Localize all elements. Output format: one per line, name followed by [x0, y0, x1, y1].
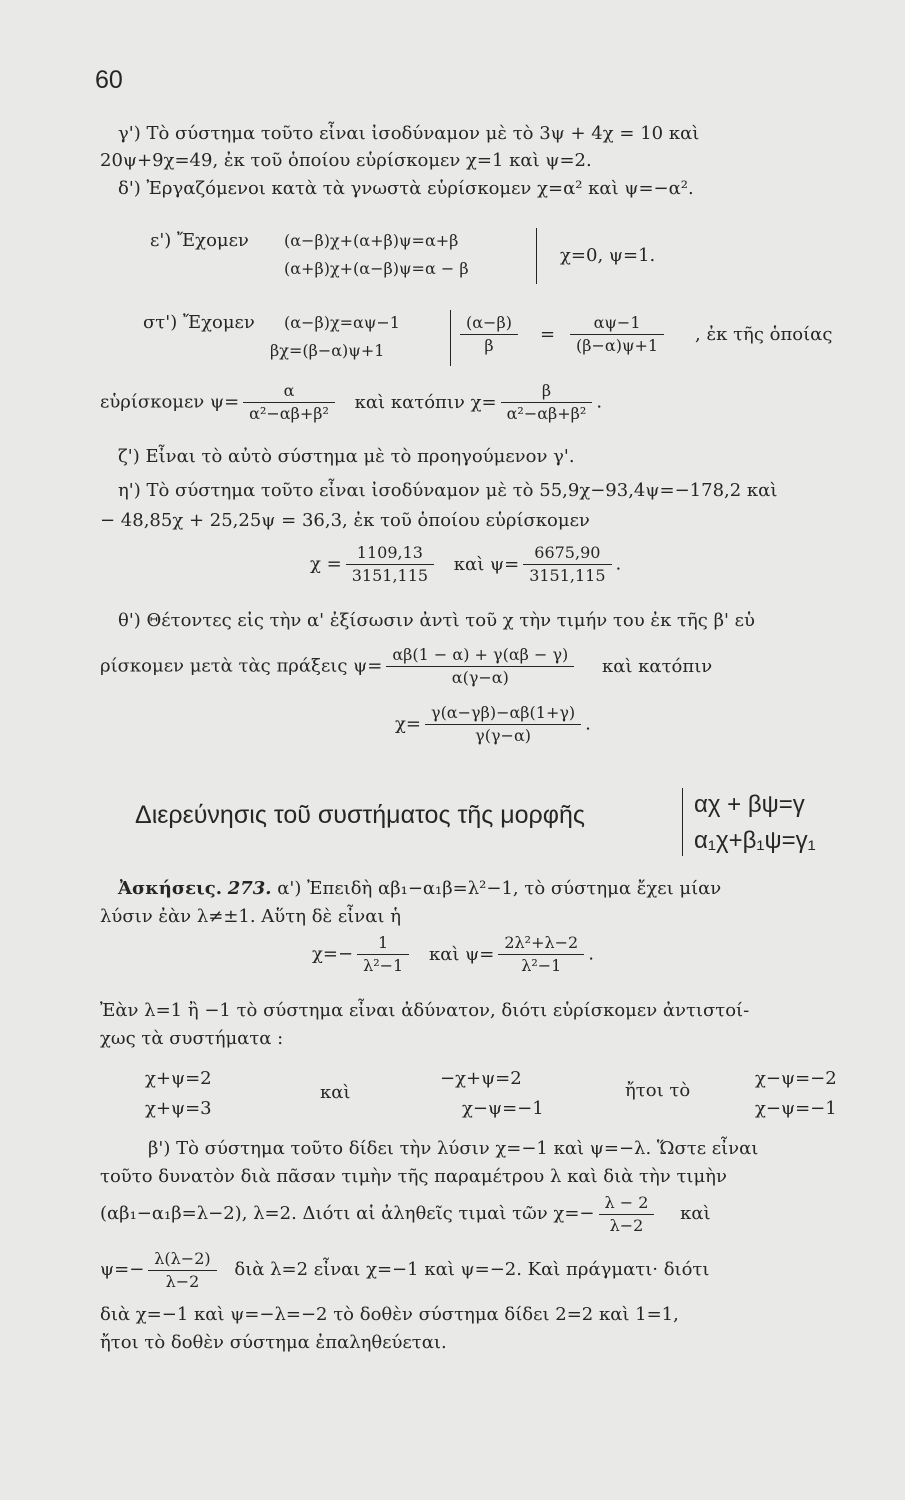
th2-frac-den: α(γ−α)	[451, 668, 509, 687]
eu-mid: καὶ κατόπιν χ=	[354, 391, 497, 413]
a1-rest: α') Ἐπειδὴ αβ₁−α₁β=λ²−1, τὸ σύστημα ἔχει μίαν	[277, 878, 722, 899]
bb4-tail: διὰ λ=2 εἶναι χ=−1 καὶ ψ=−2. Καὶ πράγματι· διότι	[234, 1259, 710, 1280]
text-line-z1: ζ') Εἶναι τὸ αὐτὸ σύστημα μὲ τὸ προηγούμενον γ'.	[118, 446, 575, 467]
text-line-h2: − 48,85χ + 25,25ψ = 36,3, ἐκ τοῦ ὁποίου εὑρίσκομεν	[100, 510, 590, 531]
text-line-st-tail: , ἐκ τῆς ὁποίας	[695, 324, 833, 345]
section-heading: Διερεύνησις τοῦ συστήματος τῆς μορφῆς	[135, 801, 585, 829]
system-connector-kai: καὶ	[320, 1082, 351, 1103]
a3-frac2-num: 2λ²+λ−2	[498, 932, 584, 955]
text-line-bb3	[100, 1190, 711, 1238]
heading-system-eq1: αχ + βψ=γ	[694, 791, 805, 818]
exercises-label: Ἀσκήσεις.	[118, 878, 222, 899]
fraction-st1	[460, 312, 518, 357]
system2-eq1: −χ+ψ=2	[440, 1068, 522, 1089]
system-brace-e	[528, 228, 537, 284]
h-mid: καὶ ψ=	[453, 553, 520, 575]
a3-frac1-num: 1	[357, 932, 409, 955]
eu-frac2-num: β	[501, 380, 593, 403]
th2-tail: καὶ κατόπιν	[602, 655, 713, 677]
heading-system-eq2: α₁χ+β₁ψ=γ₁	[694, 827, 816, 854]
bb3-tail: καὶ	[680, 1203, 711, 1224]
fraction-st1-num: (α−β)	[460, 312, 518, 335]
bb4-frac-num: λ(λ−2)	[148, 1248, 216, 1271]
result-e: χ=0, ψ=1.	[560, 245, 656, 266]
eu-end: .	[596, 391, 603, 413]
text-line-eu	[100, 380, 602, 425]
page-number: 60	[95, 66, 123, 94]
fraction-st2-den: (β−α)ψ+1	[576, 336, 659, 355]
text-line-th1: θ') Θέτοντες εἰς τὴν α' ἐξίσωσιν ἀντὶ τοῦ χ τὴν τιμήν του ἐκ τῆς β' εὑ	[118, 610, 755, 631]
a3-prefix: χ=−	[312, 943, 354, 965]
text-line-bb4	[100, 1246, 709, 1294]
h-frac1-den: 3151,115	[351, 566, 429, 585]
text-line-g1: γ') Τὸ σύστημα τοῦτο εἶναι ἰσοδύναμον μὲ τὸ 3ψ + 4χ = 10 καὶ	[118, 123, 700, 144]
system-connector-htoi: ἤτοι τὸ	[625, 1080, 691, 1101]
a3-mid: καὶ ψ=	[428, 943, 495, 965]
bb4-frac-den: λ−2	[165, 1271, 200, 1291]
th3-prefix: χ=	[395, 713, 421, 735]
heading-system-brace	[682, 788, 691, 856]
h-x: χ =	[310, 553, 342, 575]
system1-eq2: χ+ψ=3	[145, 1098, 212, 1119]
eu-frac1-den: α²−αβ+β²	[249, 404, 329, 423]
th3-frac-den: γ(γ−α)	[475, 726, 531, 745]
text-line-a3	[312, 932, 594, 977]
text-line-a1	[118, 878, 721, 900]
eu-frac1-num: α	[243, 380, 335, 403]
text-line-d1: δ') Ἐργαζόμενοι κατὰ τὰ γνωστὰ εὑρίσκομεν χ=α² καὶ ψ=−α².	[118, 178, 694, 199]
fraction-st2	[570, 312, 664, 357]
equation-st1: (α−β)χ=αψ−1	[284, 313, 400, 332]
bb3-frac-den: λ−2	[609, 1215, 644, 1235]
bb3-frac-num: λ − 2	[599, 1192, 655, 1215]
text-line-h3	[310, 542, 621, 587]
exercise-number: 273.	[227, 878, 272, 899]
text-line-th3	[395, 702, 591, 747]
a3-frac1-den: λ²−1	[363, 956, 404, 975]
text-line-h1: η') Τὸ σύστημα τοῦτο εἶναι ἰσοδύναμον μὲ τὸ 55,9χ−93,4ψ=−178,2 καὶ	[118, 480, 778, 501]
h-frac2-den: 3151,115	[529, 566, 606, 585]
system2-eq2: χ−ψ=−1	[462, 1098, 544, 1119]
equation-e1: (α−β)χ+(α+β)ψ=α+β	[284, 231, 459, 250]
a3-end: .	[588, 943, 594, 965]
text-line-b2: χως τὰ συστήματα :	[100, 1028, 284, 1049]
system1-eq1: χ+ψ=2	[145, 1068, 212, 1089]
h-frac2-num: 6675,90	[523, 542, 611, 565]
fraction-st2-num: αψ−1	[570, 312, 664, 335]
equation-e2: (α+β)χ+(α−β)ψ=α − β	[284, 259, 469, 278]
th2-prefix: ρίσκομεν μετὰ τὰς πράξεις ψ=	[100, 655, 383, 677]
eu-frac2-den: α²−αβ+β²	[506, 404, 587, 423]
text-line-bb5: διὰ χ=−1 καὶ ψ=−λ=−2 τὸ δοθὲν σύστημα δίδει 2=2 καὶ 1=1,	[100, 1304, 679, 1325]
equals-sign: =	[540, 324, 556, 345]
text-line-th2	[100, 644, 712, 689]
text-label-st: στ') Ἔχομεν	[143, 312, 255, 333]
text-line-bb1: β') Τὸ σύστημα τοῦτο δίδει τὴν λύσιν χ=−1 καὶ ψ=−λ. Ὥστε εἶναι	[148, 1138, 759, 1159]
th2-frac-num: αβ(1 − α) + γ(αβ − γ)	[386, 644, 574, 667]
h-frac1-num: 1109,13	[346, 542, 434, 565]
bb4-prefix: ψ=−	[100, 1259, 145, 1280]
bb3-prefix: (αβ₁−α₁β=λ−2), λ=2. Διότι αἱ ἀληθεῖς τιμαὶ τῶν χ=−	[100, 1203, 595, 1224]
th3-frac-num: γ(α−γβ)−αβ(1+γ)	[425, 702, 581, 725]
text-label-e: ε') Ἔχομεν	[150, 230, 249, 251]
text-line-g2: 20ψ+9χ=49, ἐκ τοῦ ὁποίου εὑρίσκομεν χ=1 καὶ ψ=2.	[100, 150, 592, 171]
system3-eq2: χ−ψ=−1	[755, 1098, 837, 1119]
system-brace-st	[444, 310, 451, 366]
eu-prefix: εὑρίσκομεν ψ=	[100, 391, 240, 413]
system3-eq1: χ−ψ=−2	[755, 1068, 837, 1089]
text-line-bb2: τοῦτο δυνατὸν διὰ πᾶσαν τιμὴν τῆς παραμέτρου λ καὶ διὰ τὴν τιμὴν	[100, 1166, 727, 1187]
text-line-a2: λύσιν ἐὰν λ≠±1. Αὕτη δὲ εἶναι ἡ	[100, 906, 401, 927]
a3-frac2-den: λ²−1	[521, 956, 562, 975]
equation-st2: βχ=(β−α)ψ+1	[270, 341, 385, 360]
text-line-bb6: ἤτοι τὸ δοθὲν σύστημα ἐπαληθεύεται.	[100, 1332, 447, 1353]
th3-end: .	[585, 713, 591, 735]
h-end: .	[615, 553, 622, 575]
fraction-st1-den: β	[484, 336, 494, 355]
text-line-b1: Ἐὰν λ=1 ἢ −1 τὸ σύστημα εἶναι ἀδύνατον, διότι εὑρίσκομεν ἀντιστοί-	[100, 1000, 750, 1021]
